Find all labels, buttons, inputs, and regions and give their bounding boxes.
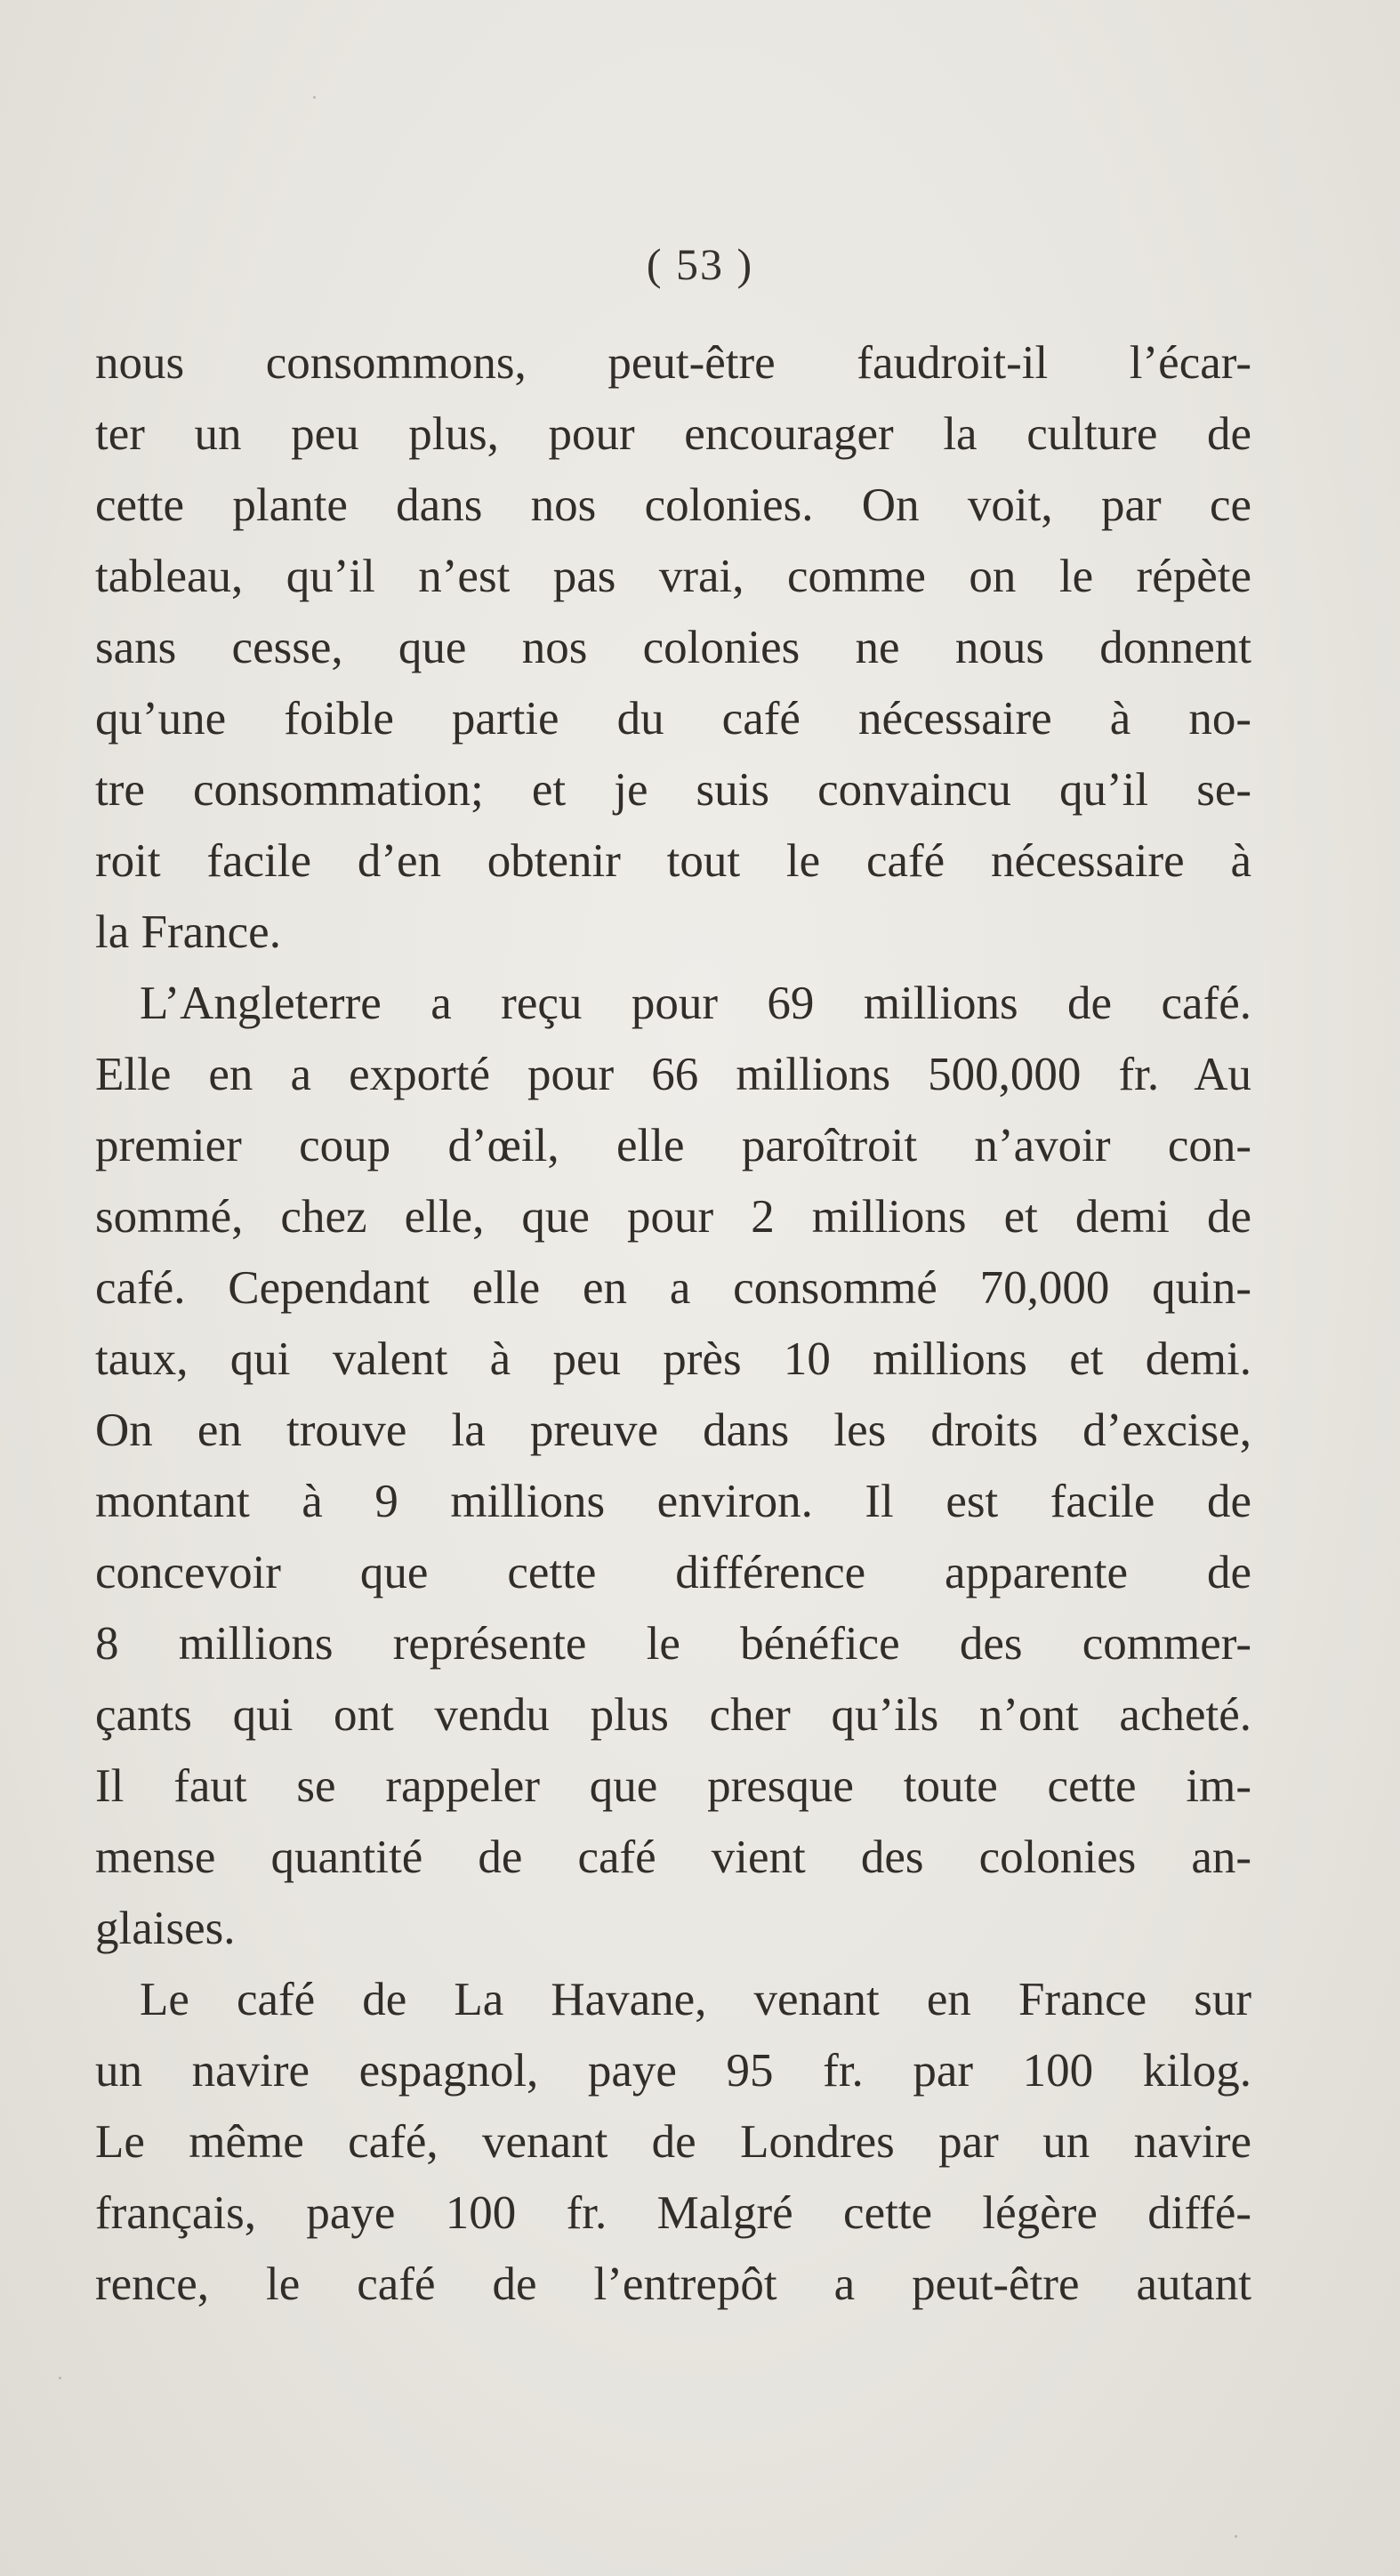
text-line: sans cesse, que nos colonies ne nous donnent: [95, 622, 1251, 673]
text-line: la France.: [95, 906, 281, 958]
text-line: tableau, qu’il n’est pas vrai, comme on le répète: [95, 551, 1251, 602]
text-line: qu’une foible partie du café nécessaire à no-: [95, 693, 1251, 745]
text-line: rence, le café de l’entrepôt a peut-être autant: [95, 2258, 1251, 2310]
text-line: premier coup d’œil, elle paroîtroit n’avoir con-: [95, 1120, 1251, 1171]
text-line: Elle en a exporté pour 66 millions 500,000 fr. Au: [95, 1049, 1251, 1100]
text-line: roit facile d’en obtenir tout le café nécessaire à: [95, 835, 1251, 887]
paper-speck: [1235, 2535, 1237, 2538]
text-line: 8 millions représente le bénéfice des commer-: [95, 1618, 1251, 1670]
text-line: mense quantité de café vient des colonies an-: [95, 1831, 1251, 1883]
text-line: concevoir que cette différence apparente de: [95, 1547, 1251, 1598]
text-line: sommé, chez elle, que pour 2 millions et demi de: [95, 1191, 1251, 1243]
paper-speck: [59, 2377, 61, 2379]
text-line: cette plante dans nos colonies. On voit, par ce: [95, 479, 1251, 531]
text-line: glaises.: [95, 1903, 236, 1954]
page-number: ( 53 ): [646, 239, 754, 289]
text-line: français, paye 100 fr. Malgré cette légère diffé-: [95, 2187, 1251, 2239]
text-line: Le même café, venant de Londres par un navire: [95, 2116, 1251, 2168]
text-line: çants qui ont vendu plus cher qu’ils n’ont acheté.: [95, 1689, 1251, 1741]
text-line: montant à 9 millions environ. Il est facile de: [95, 1476, 1251, 1527]
text-line: On en trouve la preuve dans les droits d’excise,: [95, 1405, 1251, 1456]
body-text: [95, 327, 1251, 2320]
text-line: un navire espagnol, paye 95 fr. par 100 kilog.: [95, 2045, 1251, 2097]
paper-speck: [313, 96, 316, 99]
text-line: tre consommation; et je suis convaincu qu’il se-: [95, 764, 1251, 816]
text-line: nous consommons, peut-être faudroit-il l’écar-: [95, 337, 1251, 389]
text-line: ter un peu plus, pour encourager la culture de: [95, 408, 1251, 460]
text-line: taux, qui valent à peu près 10 millions et demi.: [95, 1333, 1251, 1385]
text-line: Le café de La Havane, venant en France sur: [140, 1974, 1251, 2025]
text-line: café. Cependant elle en a consommé 70,000 quin-: [95, 1262, 1251, 1314]
text-line: L’Angleterre a reçu pour 69 millions de café.: [140, 978, 1251, 1029]
text-line: Il faut se rappeler que presque toute cette im-: [95, 1760, 1251, 1812]
